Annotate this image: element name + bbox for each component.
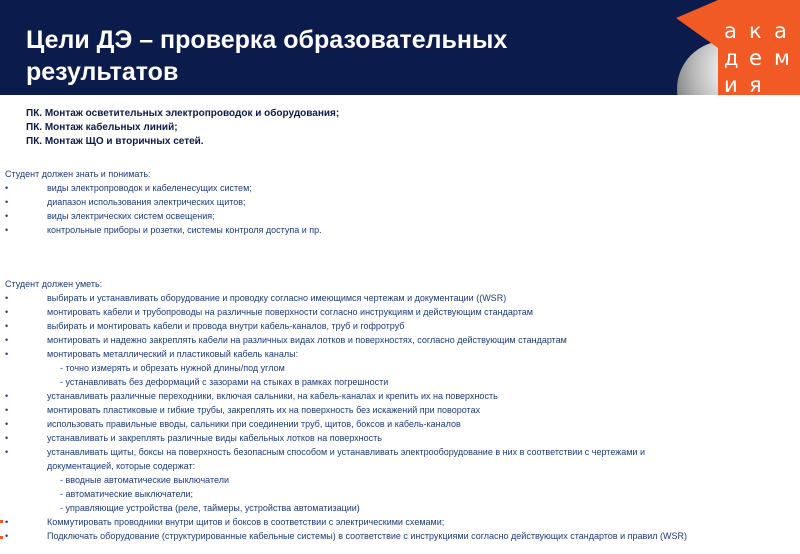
bullet-icon: •	[5, 349, 9, 359]
list-item-text: Подключать оборудование (структурированные кабельные системы) в соответствие с инструкциями согласно действующих стандартов и правил (WSR)	[47, 531, 688, 541]
logo-letter: а	[724, 19, 737, 43]
bullet-icon: •	[5, 321, 9, 331]
list-item-text: - управляющие устройства (реле, таймеры, устройства автоматизации)	[60, 503, 360, 513]
slide-header	[0, 0, 800, 95]
sub-list-item	[0, 501, 790, 515]
competency-item: ПК. Монтаж кабельных линий;	[26, 122, 178, 133]
logo-letter: м	[774, 46, 790, 70]
competencies-list	[26, 107, 766, 149]
list-item-text: выбирать и монтировать кабели и провода внутри кабель-каналов, труб и гофротруб	[47, 321, 405, 331]
bullet-icon: •	[5, 419, 9, 429]
bullet-icon: •	[5, 517, 9, 527]
list-item-text: монтировать металлический и пластиковый кабель каналы:	[47, 349, 299, 359]
list-item-text: монтировать кабели и трубопроводы на различные поверхности согласно инструкциям и действующим стандартам	[47, 307, 533, 317]
logo-letter: к	[749, 19, 762, 43]
list-item	[0, 445, 790, 459]
skills-heading: Студент должен уметь:	[5, 279, 103, 289]
knowledge-heading: Студент должен знать и понимать:	[5, 169, 151, 179]
bullet-icon: •	[5, 391, 9, 401]
list-item-text: Коммутировать проводники внутри щитов и боксов в соответствии с электрическими схемами;	[47, 517, 445, 527]
list-item-continuation	[0, 459, 790, 473]
bullet-icon: •	[5, 197, 9, 207]
list-item-text: устанавливать щиты, боксы на поверхность безопасным способом и устанавливать электрооборудование в них в соответствии с чертежами и	[47, 447, 645, 457]
list-item-text: устанавливать различные переходники, включая сальники, на кабель-каналах и крепить их на поверхность	[47, 391, 498, 401]
list-item	[0, 515, 790, 529]
logo-letter: и	[724, 73, 738, 95]
list-item	[0, 417, 790, 431]
knowledge-list	[0, 181, 790, 237]
bullet-icon: •	[5, 405, 9, 415]
bullet-icon: •	[5, 183, 9, 193]
title-line-2: результатов	[26, 58, 179, 86]
list-item	[0, 181, 790, 195]
bullet-icon: •	[5, 293, 9, 303]
academy-logo	[724, 19, 800, 95]
bullet-icon: •	[5, 433, 9, 443]
list-item-text: устанавливать и закреплять различные виды кабельных лотков на поверхность	[47, 433, 382, 443]
bullet-icon: •	[5, 225, 9, 235]
logo-letter: д	[724, 46, 739, 70]
list-item-text: виды электропроводок и кабеленесущих систем;	[47, 183, 252, 193]
list-item-text: монтировать пластиковые и гибкие трубы, закреплять их на поверхность без искажений при поворотах	[47, 405, 481, 415]
bullet-icon: •	[5, 447, 9, 457]
list-item	[0, 305, 790, 319]
list-item-text: виды электрических систем освещения;	[47, 211, 215, 221]
list-item	[0, 195, 790, 209]
list-item-text: - вводные автоматические выключатели	[60, 475, 229, 485]
logo-letter: а	[774, 19, 787, 43]
knowledge-section	[0, 167, 790, 237]
list-item-text: - устанавливать без деформаций с зазорами на стыках в рамках погрешности	[60, 377, 389, 387]
list-item-text: контрольные приборы и розетки, системы контроля доступа и пр.	[47, 225, 322, 235]
list-item	[0, 403, 790, 417]
list-item-text: монтировать и надежно закреплять кабели на различных видах лотков и поверхностях, согласно действующим стандартам	[47, 335, 567, 345]
list-item-text: - точно измерять и обрезать нужной длины/под углом	[60, 363, 285, 373]
list-item	[0, 223, 790, 237]
list-item	[0, 529, 790, 543]
list-item	[0, 209, 790, 223]
list-item	[0, 333, 790, 347]
sub-list-item	[0, 375, 790, 389]
list-item	[0, 431, 790, 445]
sub-list-item	[0, 487, 790, 501]
list-item-text: выбирать и устанавливать оборудование и проводку согласно имеющимся чертежам и документации ((WSR)	[47, 293, 507, 303]
logo-triangle-graphic	[676, 0, 718, 48]
slide-title	[26, 24, 626, 88]
bullet-icon: •	[5, 211, 9, 221]
competency-item: ПК. Монтаж ЩО и вторичных сетей.	[26, 136, 204, 147]
list-item	[0, 389, 790, 403]
sub-list-item	[0, 473, 790, 487]
bullet-icon: •	[5, 531, 9, 541]
bullet-icon: •	[5, 307, 9, 317]
list-item	[0, 347, 790, 361]
title-line-1: Цели ДЭ – проверка образовательных	[26, 26, 508, 54]
list-item	[0, 319, 790, 333]
list-item-text: использовать правильные вводы, сальники при соединении труб, щитов, боксов и кабель-каналов	[47, 419, 461, 429]
list-item-text: - автоматические выключатели;	[60, 489, 194, 499]
sub-list-item	[0, 361, 790, 375]
competency-item: ПК. Монтаж осветительных электропроводок и оборудования;	[26, 108, 340, 119]
skills-section	[0, 277, 790, 543]
accent-mark	[0, 536, 3, 539]
skills-list	[0, 291, 790, 543]
logo-letter: е	[749, 46, 762, 70]
list-item	[0, 291, 790, 305]
list-item-text: диапазон использования электрических щитов;	[47, 197, 246, 207]
bullet-icon: •	[5, 335, 9, 345]
list-item-text: документацией, которые содержат:	[47, 461, 196, 471]
logo-letter: я	[749, 73, 762, 95]
accent-mark	[0, 520, 3, 523]
